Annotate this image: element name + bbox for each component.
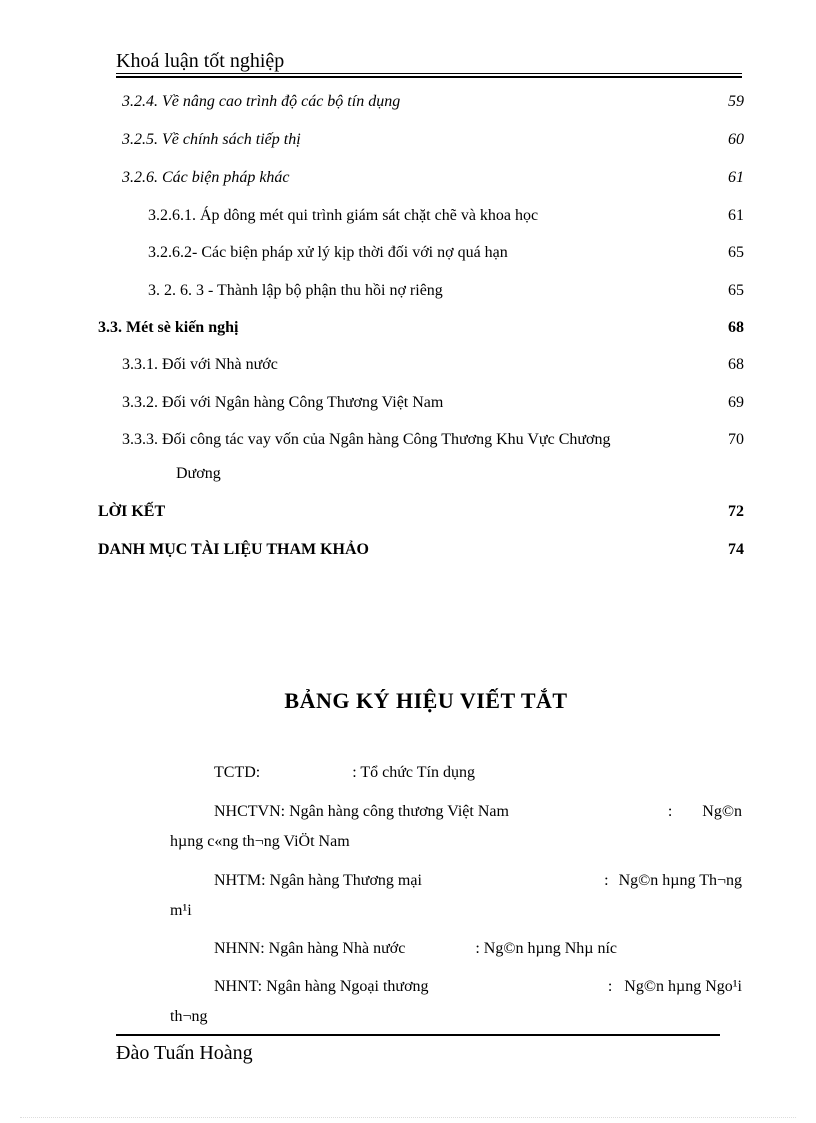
toc-entry-text: 3.2.6.2- Các biện pháp xử lý kịp thời đối với nợ quá hạn: [148, 244, 508, 261]
abbreviation-item: [170, 797, 742, 857]
toc-row: [122, 90, 744, 114]
toc-row: [122, 353, 744, 377]
toc-entry-text: [122, 423, 704, 491]
abbreviation-line: [170, 934, 742, 964]
toc-entry-text: 3.3. Mét sè kiến nghị: [98, 319, 239, 336]
abbreviation-line-continued: m¹i: [170, 902, 192, 919]
abbreviation-line: [170, 758, 742, 788]
toc-page-number: 70: [728, 431, 744, 448]
toc-entry-text: 3.2.6.1. Áp dông mét qui trình giám sát chặt chẽ và khoa học: [148, 207, 539, 224]
abbreviation-separator: :: [604, 872, 609, 889]
abbreviation-code: NHNN: Ngân hàng Nhà nước: [214, 940, 406, 957]
toc-page-number: 61: [728, 169, 744, 186]
toc-row: [98, 538, 744, 562]
toc-row: [98, 316, 744, 340]
abbreviation-meaning: : Tổ chức Tín dụng: [352, 764, 475, 781]
toc-row: [122, 423, 744, 491]
page-header-title: Khoá luận tốt nghiệp: [116, 50, 285, 72]
toc-page-number: 74: [728, 541, 744, 558]
abbreviation-code: NHNT: Ngân hàng Ngoại thương: [214, 978, 429, 995]
footer-rule: [116, 1034, 720, 1036]
abbreviations-title: BẢNG KÝ HIỆU VIẾT TẮT: [284, 688, 568, 713]
toc-page-number: 65: [728, 282, 744, 299]
toc-row: [148, 241, 744, 265]
toc-row: [122, 166, 744, 190]
toc-entry-text: 3. 2. 6. 3 - Thành lập bộ phận thu hồi nợ riêng: [148, 282, 443, 299]
toc-entry-text: DANH MỤC TÀI LIỆU THAM KHẢO: [98, 541, 369, 558]
toc-entry-text: 3.2.5. Về chính sách tiếp thị: [122, 131, 301, 148]
abbreviation-line-continued: hµng c«ng th¬ng ViÖt Nam: [170, 833, 350, 850]
toc-row: [122, 391, 744, 415]
toc-entry-line1: 3.3.3. Đối công tác vay vốn của Ngân hàng Công Thương Khu Vực Chương: [122, 431, 611, 448]
abbreviation-line: [170, 866, 742, 896]
abbreviation-meaning: Ng©n hµng Ngo¹i: [624, 978, 742, 995]
header-rule-thin: [116, 77, 742, 78]
toc-entry-text: LỜI KẾT: [98, 503, 166, 520]
abbreviation-item: [170, 934, 742, 964]
abbreviation-code: NHCTVN: Ngân hàng công thương Việt Nam: [214, 803, 509, 820]
toc-page-number: 68: [728, 356, 744, 373]
abbreviation-meaning: : Ng©n hµng Nhµ níc: [475, 940, 618, 957]
abbreviation-meaning: Ng©n hµng Th¬ng: [618, 872, 742, 889]
abbreviation-item: [170, 866, 742, 926]
abbreviation-code: TCTD:: [214, 764, 261, 781]
abbreviation-separator: :: [607, 978, 613, 995]
toc-entry-line2: Dương: [176, 465, 221, 482]
toc-page-number: 59: [728, 93, 744, 110]
toc-row: [148, 279, 744, 303]
abbreviation-code: NHTM: Ngân hàng Thương mại: [214, 872, 422, 889]
abbreviation-meaning: Ng©n: [702, 803, 742, 820]
abbreviation-line: [170, 972, 742, 1002]
toc-entry-text: 3.3.1. Đối với Nhà nước: [122, 356, 278, 373]
footer-author: Đào Tuấn Hoàng: [116, 1042, 253, 1064]
abbreviation-line-continued: th¬ng: [170, 1008, 208, 1025]
toc-row: [148, 204, 744, 228]
toc-page-number: 68: [728, 319, 744, 336]
toc-entry-text: 3.2.6. Các biện pháp khác: [122, 169, 290, 186]
toc-page-number: 69: [728, 394, 744, 411]
abbreviation-item: [170, 972, 742, 1032]
page-edge-line: [20, 1117, 796, 1118]
toc-page-number: 60: [728, 131, 744, 148]
toc-row: [98, 500, 744, 524]
toc-page-number: 72: [728, 503, 744, 520]
toc-page-number: 65: [728, 244, 744, 261]
abbreviation-item: [170, 758, 742, 788]
toc-row: [122, 128, 744, 152]
toc-entry-text: 3.2.4. Về nâng cao trình độ các bộ tín dụng: [122, 93, 401, 110]
abbreviation-separator: :: [667, 803, 673, 820]
abbreviation-line: [170, 797, 742, 827]
toc-page-number: 61: [728, 207, 744, 224]
toc-entry-text: 3.3.2. Đối với Ngân hàng Công Thương Việt Nam: [122, 394, 444, 411]
